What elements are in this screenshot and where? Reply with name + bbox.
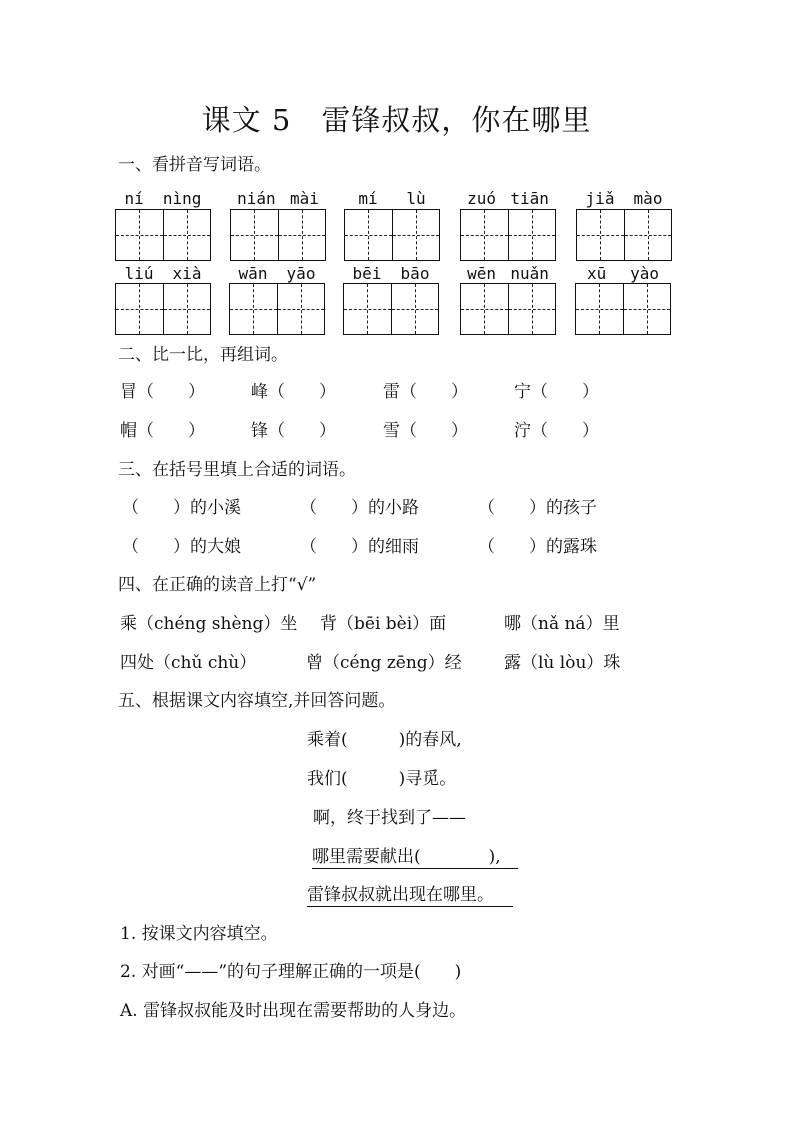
pinyin: ní (124, 189, 144, 208)
pinyin-pair (115, 189, 211, 208)
pinyin: nián (237, 189, 276, 208)
compare-item[interactable]: 峰（ ） (251, 382, 336, 402)
poem-line-underlined: 雷锋叔叔就出现在哪里。 (307, 880, 513, 907)
pinyin-pair (575, 264, 671, 283)
section-5-heading: 五、根据课文内容填空,并回答问题。 (118, 691, 396, 711)
grid-cell[interactable] (116, 284, 163, 334)
compare-item[interactable]: 泞（ ） (514, 421, 599, 441)
pronunciation-item[interactable]: 哪（nǎ ná）里 (504, 614, 620, 634)
pinyin: mí (358, 189, 378, 208)
pinyin-pair (230, 189, 326, 208)
grid-cell[interactable] (278, 210, 326, 260)
writing-grid[interactable] (344, 209, 440, 261)
fill-item[interactable]: （ ）的细雨 (300, 537, 419, 557)
compare-item[interactable]: 锋（ ） (251, 421, 336, 441)
poem-line[interactable]: 乘着( )的春风, (307, 730, 462, 750)
grid-cell[interactable] (277, 284, 325, 334)
writing-grid[interactable] (115, 283, 211, 335)
grid-cell[interactable] (461, 210, 508, 260)
writing-grid[interactable] (230, 209, 326, 261)
poem-line-underlined[interactable]: 哪里需要献出( ), (312, 842, 518, 869)
section-3-heading: 三、在括号里填上合适的词语。 (118, 460, 356, 480)
compare-item[interactable]: 帽（ ） (120, 421, 205, 441)
grid-cell[interactable] (231, 210, 278, 260)
pinyin: yào (630, 264, 660, 283)
writing-grid[interactable] (576, 209, 672, 261)
fill-item[interactable]: （ ）的孩子 (478, 498, 597, 518)
pinyin: nìng (162, 189, 202, 208)
grid-cell[interactable] (576, 284, 623, 334)
grid-cell[interactable] (623, 284, 671, 334)
pinyin: liú (124, 264, 154, 283)
writing-grid[interactable] (460, 283, 556, 335)
grid-cell[interactable] (391, 284, 439, 334)
page-title: 课文 5 雷锋叔叔，你在哪里 (201, 103, 592, 137)
question-1: 1. 按课文内容填空。 (120, 924, 278, 944)
pinyin: mài (289, 189, 319, 208)
grid-cell[interactable] (508, 210, 556, 260)
pinyin-pair (576, 189, 672, 208)
fill-item[interactable]: （ ）的露珠 (478, 537, 597, 557)
pinyin: nuǎn (510, 264, 549, 283)
fill-item[interactable]: （ ）的小溪 (122, 498, 241, 518)
writing-grid[interactable] (460, 209, 556, 261)
pinyin: wēn (467, 264, 497, 283)
pronunciation-item[interactable]: 四处（chǔ chù） (120, 653, 257, 673)
grid-cell[interactable] (230, 284, 277, 334)
poem-line: 啊，终于找到了—— (313, 808, 466, 828)
pinyin: wān (238, 264, 268, 283)
grid-cell[interactable] (577, 210, 624, 260)
writing-grid[interactable] (575, 283, 671, 335)
pinyin-pair (115, 264, 211, 283)
pinyin: zuó (467, 189, 497, 208)
pinyin-pair (460, 264, 556, 283)
grid-cell[interactable] (461, 284, 508, 334)
pinyin: jiǎ (585, 189, 615, 208)
compare-item[interactable]: 宁（ ） (514, 382, 599, 402)
compare-item[interactable]: 雷（ ） (383, 382, 468, 402)
pinyin: bēi (352, 264, 382, 283)
grid-cell[interactable] (163, 284, 211, 334)
pinyin: xià (172, 264, 202, 283)
writing-grid[interactable] (343, 283, 439, 335)
pronunciation-item[interactable]: 曾（céng zēng）经 (306, 653, 462, 673)
compare-item[interactable]: 雪（ ） (383, 421, 468, 441)
grid-cell[interactable] (392, 210, 440, 260)
writing-grid[interactable] (229, 283, 325, 335)
pronunciation-item[interactable]: 背（bēi bèi）面 (320, 614, 447, 634)
pinyin-pair (229, 264, 325, 283)
option-a[interactable]: A. 雷锋叔叔能及时出现在需要帮助的人身边。 (120, 1001, 467, 1021)
pronunciation-item[interactable]: 乘（chéng shèng）坐 (120, 614, 298, 634)
pinyin: bāo (400, 264, 430, 283)
pinyin: mào (633, 189, 663, 208)
grid-cell[interactable] (116, 210, 163, 260)
grid-cell[interactable] (508, 284, 556, 334)
grid-cell[interactable] (163, 210, 211, 260)
question-2[interactable]: 2. 对画“——”的句子理解正确的一项是( ) (120, 962, 462, 982)
pinyin-pair (460, 189, 556, 208)
pinyin-pair (344, 189, 440, 208)
grid-cell[interactable] (624, 210, 672, 260)
pinyin: lù (406, 189, 426, 208)
pinyin: tiān (510, 189, 549, 208)
grid-cell[interactable] (345, 210, 392, 260)
compare-item[interactable]: 冒（ ） (120, 382, 205, 402)
section-1-heading: 一、看拼音写词语。 (118, 155, 271, 175)
pinyin: xū (586, 264, 607, 283)
section-4-heading: 四、在正确的读音上打“√” (118, 575, 317, 595)
section-2-heading: 二、比一比，再组词。 (118, 345, 288, 365)
fill-item[interactable]: （ ）的小路 (300, 498, 419, 518)
pronunciation-item[interactable]: 露（lù lòu）珠 (504, 653, 621, 673)
fill-item[interactable]: （ ）的大娘 (122, 537, 241, 557)
writing-grid[interactable] (115, 209, 211, 261)
pinyin: yāo (286, 264, 316, 283)
pinyin-pair (343, 264, 439, 283)
poem-line[interactable]: 我们( )寻觅。 (307, 769, 457, 789)
grid-cell[interactable] (344, 284, 391, 334)
